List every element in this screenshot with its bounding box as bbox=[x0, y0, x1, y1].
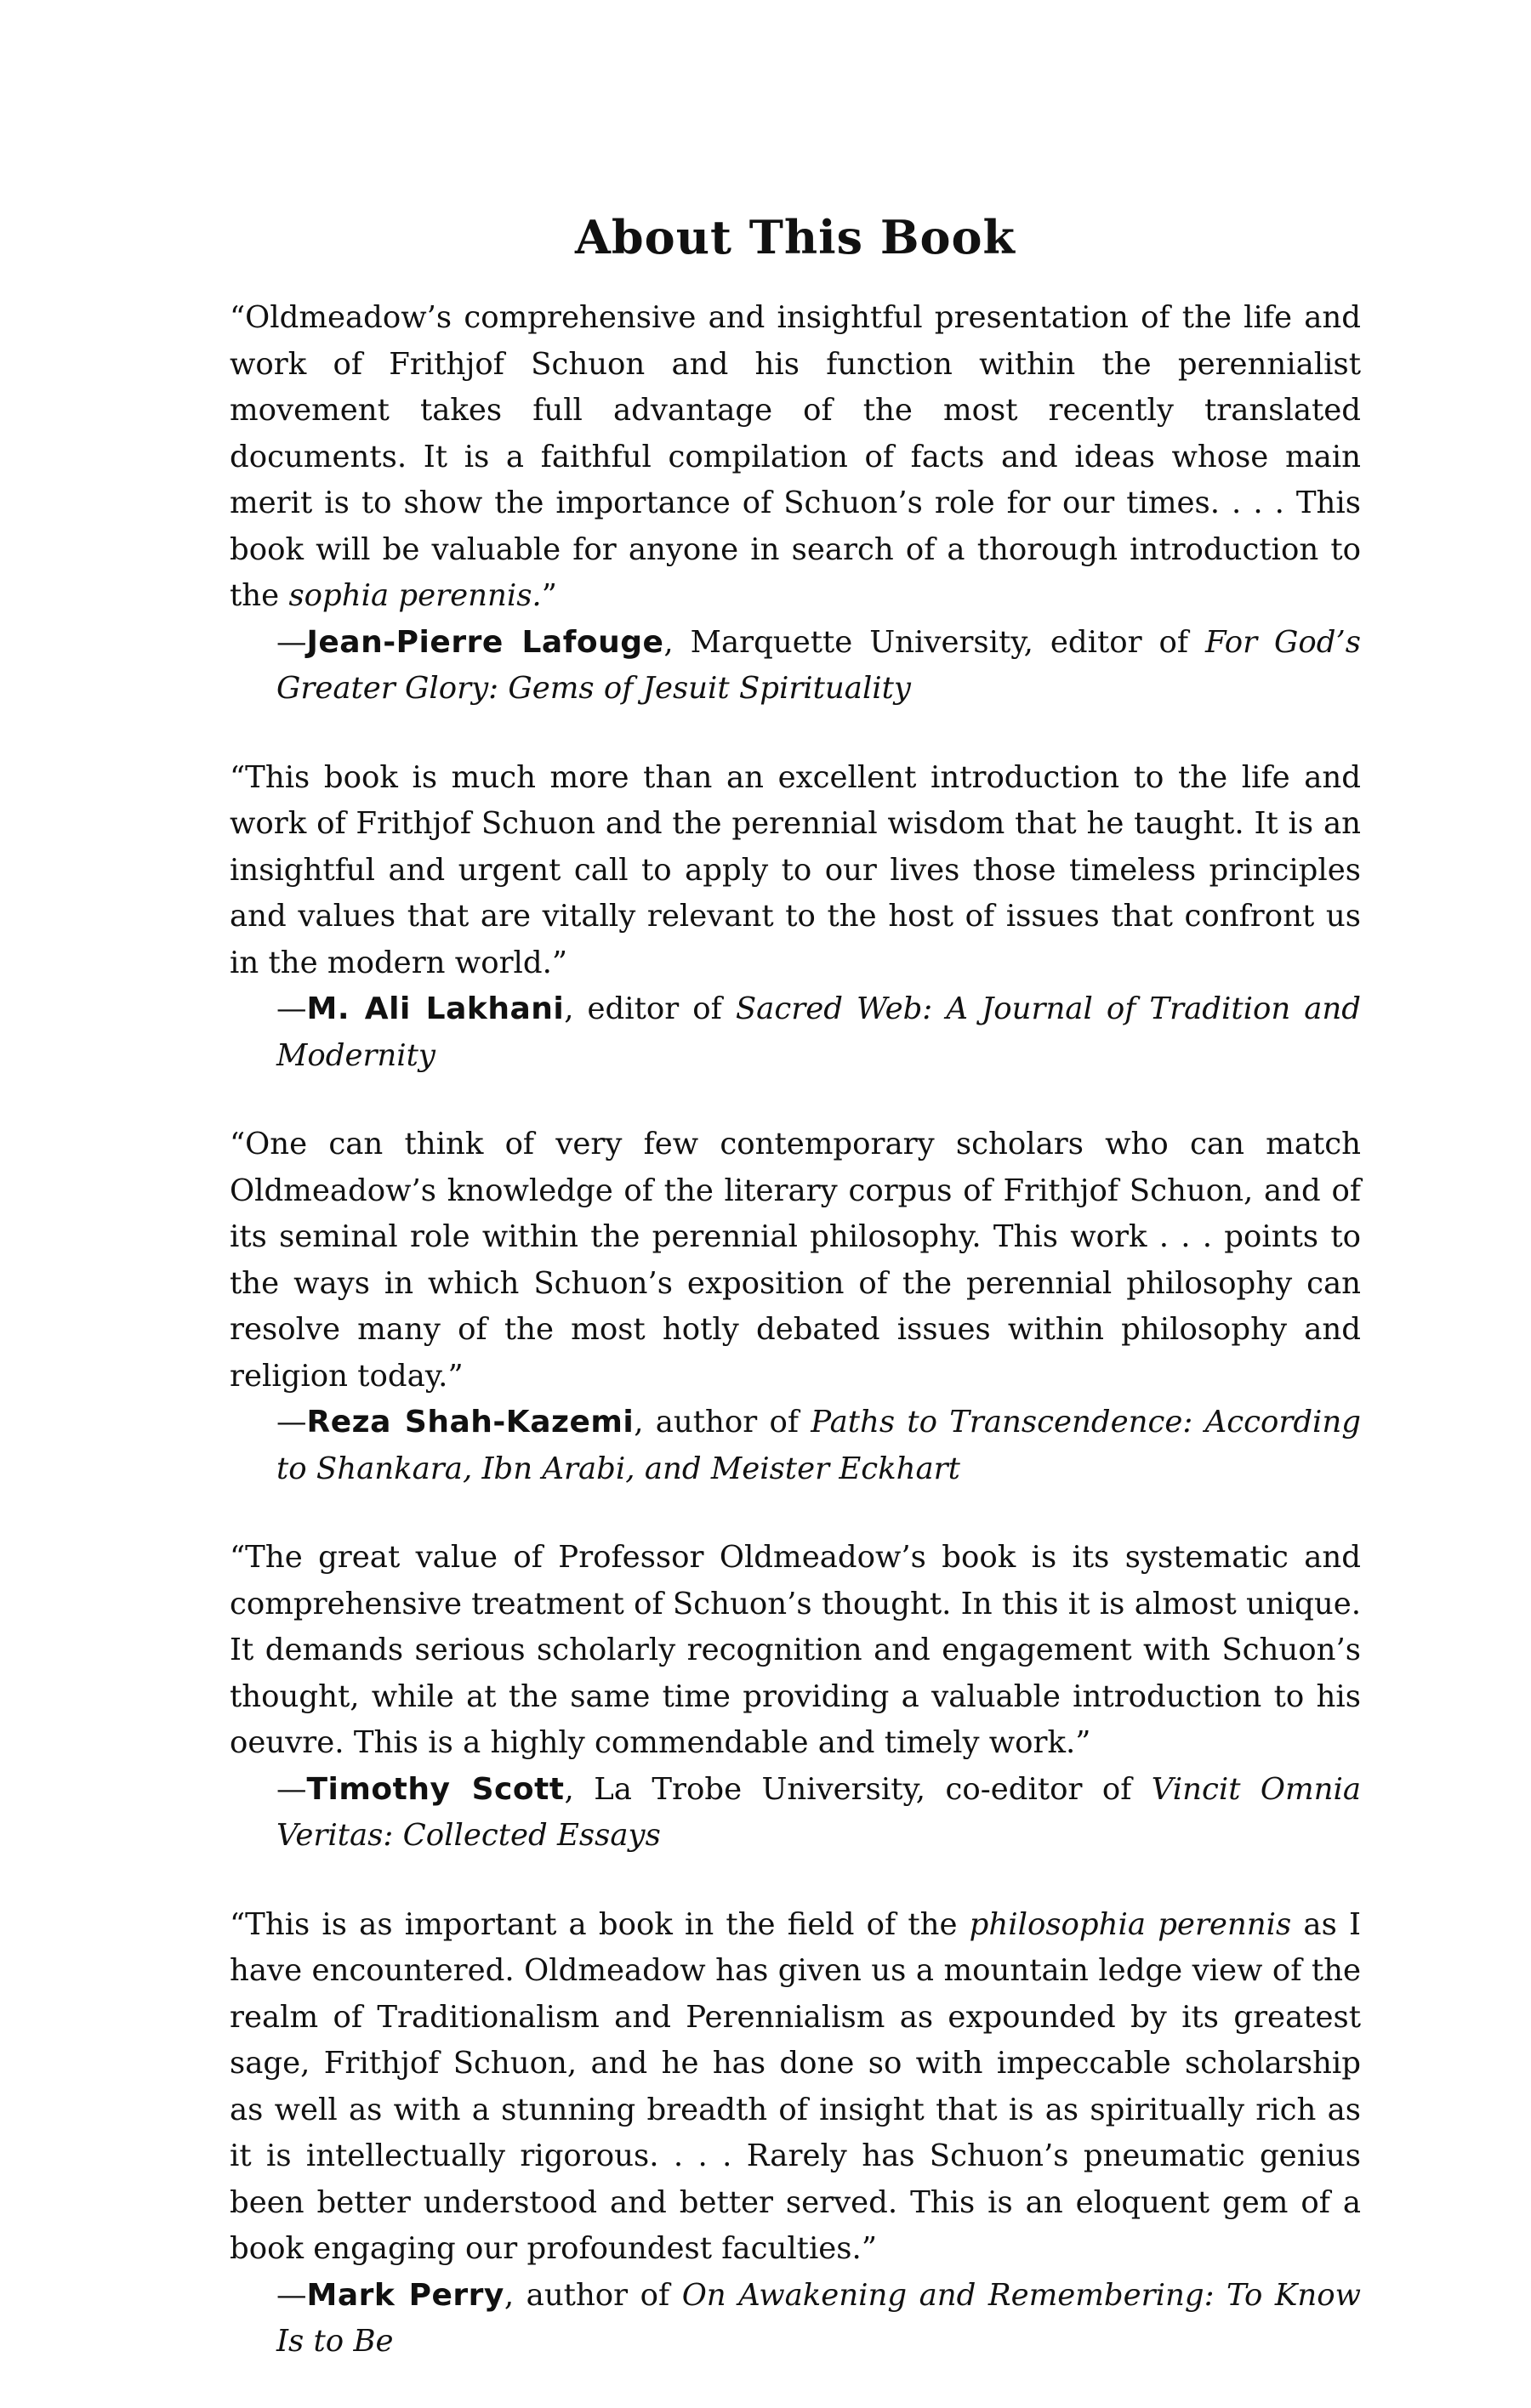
endorser-work-title: For God’s Greater Glory: Gems of Jesuit Spirituality bbox=[276, 624, 1361, 707]
endorsement-blurb bbox=[230, 1122, 1361, 1492]
quote-text: “Oldmeadow’s comprehensive and insightful presentation of the life and work of Frithjof Schuon and his function within the perennialist movement takes full advantage of the most recently translated documents. It is a faithful compilation of facts and ideas whose main merit is to show the importance of Schuon’s role for our times. . . . This book will be valuable for anyone in search of a thorough introduction to the bbox=[230, 300, 1361, 614]
endorser-name: Reza Shah-Kazemi bbox=[306, 1405, 635, 1440]
quote-italic-text: philosophia perennis bbox=[969, 1906, 1292, 1942]
endorser-affiliation: , editor of bbox=[564, 991, 736, 1027]
attribution-dash: — bbox=[276, 624, 307, 660]
quote-text: “This book is much more than an excellent introduction to the life and work of Frithjof Schuon and the perennial wisdom that he taught. It is an insightful and urgent call to apply to our lives those timeless principles and values that are vitally relevant to the host of issues that confront us in the modern world.” bbox=[230, 759, 1361, 980]
quote-close: ” bbox=[541, 578, 557, 614]
endorsement-attribution bbox=[230, 986, 1361, 1079]
endorser-affiliation: , La Trobe University, co-editor of bbox=[564, 1771, 1152, 1807]
book-page bbox=[230, 210, 1362, 2408]
quote-text: as I have encountered. Oldmeadow has given us a mountain ledge view of the realm of Traditionalism and Perennialism as expounded by its greatest sage, Frithjof Schuon, and he has done so with impeccable scholarship as well as with a stunning breadth of insight that is as spiritually rich as it is intellectually rigorous. . . . Rarely has Schuon’s pneumatic genius been better understood and better served. This is an eloquent gem of a book engaging our profoundest faculties.” bbox=[230, 1906, 1361, 2267]
quote-text: “This is as important a book in the field of the bbox=[230, 1906, 970, 1942]
endorsement-blurb bbox=[230, 755, 1361, 1080]
endorser-name: Timothy Scott bbox=[306, 1771, 565, 1807]
quote-text: “The great value of Professor Oldmeadow’s book is its systematic and comprehensive treatment of Schuon’s thought. In this it is almost unique. It demands serious scholarly recognition and engagement with Schuon’s thought, while at the same time providing a valuable introduction to his oeuvre. This is a highly commendable and timely work.” bbox=[230, 1540, 1361, 1761]
endorsement-attribution bbox=[230, 1400, 1361, 1492]
endorsement-quote bbox=[230, 1902, 1361, 2273]
endorser-work-title: On Awakening and Remembering: To Know Is to Be bbox=[276, 2277, 1361, 2360]
attribution-dash: — bbox=[276, 1771, 307, 1807]
quote-text: “One can think of very few contemporary scholars who can match Oldmeadow’s knowledge of the literary corpus of Frithjof Schuon, and of its seminal role within the perennial philosophy. This work . . . points to the ways in which Schuon’s exposition of the perennial philosophy can resolve many of the most hotly debated issues within philosophy and religion today.” bbox=[230, 1127, 1361, 1394]
endorsement-quote bbox=[230, 295, 1361, 620]
endorser-affiliation: , author of bbox=[634, 1405, 811, 1440]
endorser-work-title: Vincit Omnia Veritas: Collected Essays bbox=[276, 1771, 1362, 1854]
endorsement-quote bbox=[230, 1535, 1361, 1767]
page-title: About This Book bbox=[575, 210, 1016, 264]
endorsement-quote bbox=[230, 1122, 1361, 1400]
endorsement-quote bbox=[230, 755, 1361, 987]
endorser-name: M. Ali Lakhani bbox=[306, 991, 565, 1027]
endorser-name: Jean-Pierre Lafouge bbox=[306, 624, 664, 660]
attribution-dash: — bbox=[276, 991, 307, 1027]
endorser-work-title: Sacred Web: A Journal of Tradition and Modernity bbox=[276, 991, 1361, 1073]
attribution-dash: — bbox=[276, 2277, 307, 2313]
endorsement-attribution bbox=[230, 2273, 1361, 2365]
endorser-affiliation: , Marquette University, editor of bbox=[663, 624, 1206, 660]
quote-italic-text: sophia perennis. bbox=[288, 578, 542, 614]
endorser-name: Mark Perry bbox=[306, 2277, 504, 2313]
endorsement-blurb bbox=[230, 1535, 1361, 1860]
endorsement-blurb bbox=[230, 1902, 1361, 2365]
endorser-affiliation: , author of bbox=[504, 2277, 682, 2313]
endorsement-blurb bbox=[230, 295, 1361, 713]
endorsement-attribution bbox=[230, 620, 1361, 713]
endorser-work-title: Paths to Transcendence: According to Shankara, Ibn Arabi, and Meister Eckhart bbox=[276, 1405, 1361, 1486]
endorsement-attribution bbox=[230, 1767, 1361, 1860]
attribution-dash: — bbox=[276, 1405, 307, 1440]
